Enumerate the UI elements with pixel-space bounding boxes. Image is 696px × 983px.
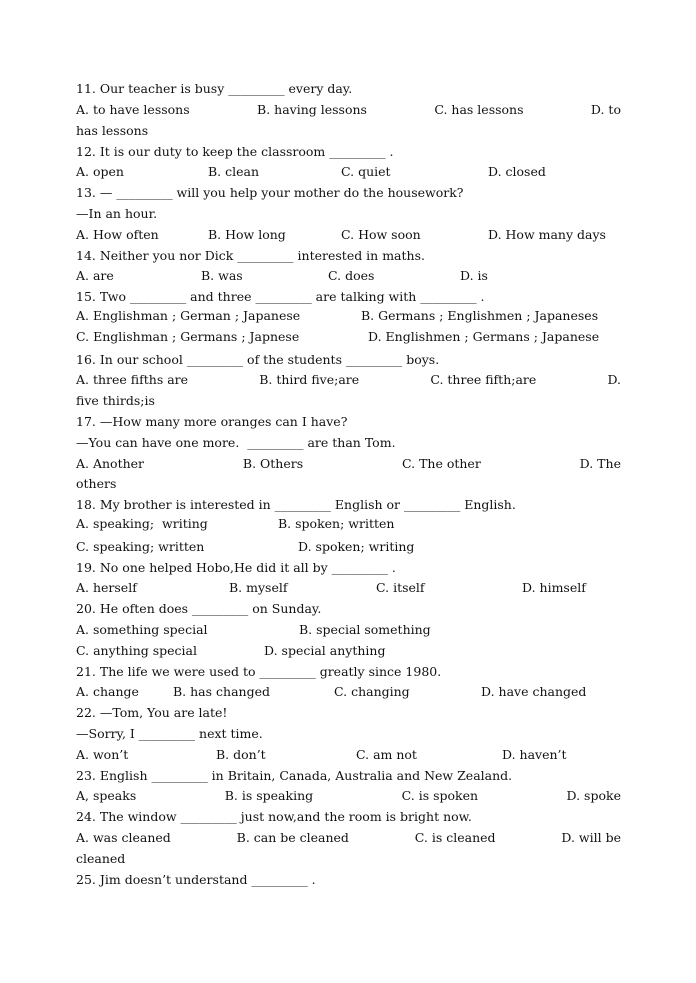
option-d: D. How many days bbox=[488, 227, 606, 242]
option-a: A, speaks bbox=[76, 788, 137, 803]
question-13-answer: —In an hour. bbox=[76, 206, 158, 221]
option-c: C. How soon bbox=[341, 227, 421, 242]
question-14-options bbox=[76, 266, 621, 286]
option-b: B. third five;are bbox=[259, 372, 360, 387]
option-b: B. don’t bbox=[216, 747, 266, 762]
option-c: C. three fifth;are bbox=[430, 372, 537, 387]
question-23-options bbox=[76, 786, 621, 806]
question-11-stem: 11. Our teacher is busy _________ every day. bbox=[76, 81, 353, 96]
question-12-stem: 12. It is our duty to keep the classroom _________ . bbox=[76, 144, 394, 159]
option-a: A. open bbox=[76, 164, 124, 179]
option-d: D. The bbox=[579, 456, 621, 471]
option-c: C. is cleaned bbox=[414, 830, 496, 845]
question-11-option-d-continued: has lessons bbox=[76, 123, 149, 138]
option-c: C. anything special bbox=[76, 643, 197, 658]
question-12-options bbox=[76, 162, 621, 182]
option-d: D. is bbox=[460, 268, 488, 283]
question-17-stem: 17. —How many more oranges can I have? bbox=[76, 414, 348, 429]
option-a: A. to have lessons bbox=[76, 102, 190, 117]
question-17-option-d-continued: others bbox=[76, 476, 117, 491]
option-c: C. has lessons bbox=[434, 102, 524, 117]
question-19-options bbox=[76, 578, 621, 598]
option-d: D. Englishmen ; Germans ; Japanese bbox=[368, 329, 600, 344]
option-c: C. am not bbox=[356, 747, 417, 762]
option-b: B. Others bbox=[242, 456, 304, 471]
option-d: D. bbox=[607, 372, 621, 387]
option-a: A. Another bbox=[76, 456, 145, 471]
option-d: D. haven’t bbox=[502, 747, 567, 762]
option-a: A. won’t bbox=[76, 747, 129, 762]
question-16-option-d-continued: five thirds;is bbox=[76, 393, 155, 408]
question-24-option-d-continued: cleaned bbox=[76, 851, 126, 866]
question-14-stem: 14. Neither you nor Dick _________ interested in maths. bbox=[76, 248, 425, 263]
question-15-stem: 15. Two _________ and three _________ are talking with _________ . bbox=[76, 289, 485, 304]
option-a: A. change bbox=[76, 684, 139, 699]
question-20-options-ab bbox=[76, 620, 621, 640]
option-b: B. is speaking bbox=[224, 788, 314, 803]
option-a: A. three fifths are bbox=[76, 372, 189, 387]
option-a: A. speaking; writing bbox=[76, 516, 208, 531]
option-d: D. himself bbox=[522, 580, 586, 595]
option-c: C. speaking; written bbox=[76, 539, 205, 554]
option-c: C. is spoken bbox=[401, 788, 479, 803]
option-d: D. spoke bbox=[566, 788, 621, 803]
option-c: C. does bbox=[328, 268, 375, 283]
option-c: C. quiet bbox=[341, 164, 391, 179]
option-d: D. have changed bbox=[481, 684, 587, 699]
question-18-options-cd bbox=[76, 537, 621, 557]
question-16-stem: 16. In our school _________ of the students _________ boys. bbox=[76, 352, 440, 367]
option-c: C. changing bbox=[334, 684, 410, 699]
option-d: D. spoken; writing bbox=[298, 539, 415, 554]
question-16-options bbox=[76, 370, 621, 390]
option-b: B. can be cleaned bbox=[236, 830, 349, 845]
option-a: A. Englishman ; German ; Japanese bbox=[76, 308, 301, 323]
option-b: B. special something bbox=[299, 622, 431, 637]
option-b: B. was bbox=[201, 268, 243, 283]
question-22-answer: —Sorry, I _________ next time. bbox=[76, 726, 263, 741]
question-21-options bbox=[76, 682, 621, 702]
question-17-answer: —You can have one more. _________ are than Tom. bbox=[76, 435, 396, 450]
question-18-stem: 18. My brother is interested in _________ English or _________ English. bbox=[76, 497, 516, 512]
option-d: D. will be bbox=[561, 830, 621, 845]
option-b: B. myself bbox=[229, 580, 288, 595]
question-17-options bbox=[76, 454, 621, 474]
question-24-stem: 24. The window _________ just now,and the room is bright now. bbox=[76, 809, 472, 824]
option-c: C. Englishman ; Germans ; Japnese bbox=[76, 329, 300, 344]
question-11-options bbox=[76, 100, 621, 120]
option-d: D. to bbox=[590, 102, 621, 117]
option-a: A. something special bbox=[76, 622, 208, 637]
option-d: D. closed bbox=[488, 164, 546, 179]
option-b: B. How long bbox=[208, 227, 286, 242]
question-22-options bbox=[76, 745, 621, 765]
question-13-stem: 13. — _________ will you help your mother do the housework? bbox=[76, 185, 464, 200]
question-18-options-ab bbox=[76, 514, 621, 534]
question-15-options-cd bbox=[76, 327, 621, 347]
question-13-options bbox=[76, 225, 621, 245]
question-20-options-cd bbox=[76, 641, 621, 661]
option-d: D. special anything bbox=[264, 643, 386, 658]
question-25-stem: 25. Jim doesn’t understand _________ . bbox=[76, 872, 316, 887]
question-22-stem: 22. —Tom, You are late! bbox=[76, 705, 228, 720]
option-b: B. spoken; written bbox=[278, 516, 395, 531]
option-b: B. Germans ; Englishmen ; Japaneses bbox=[361, 308, 599, 323]
option-b: B. clean bbox=[208, 164, 260, 179]
question-19-stem: 19. No one helped Hobo,He did it all by _________ . bbox=[76, 560, 396, 575]
option-c: C. The other bbox=[402, 456, 481, 471]
option-a: A. was cleaned bbox=[76, 830, 171, 845]
option-a: A. How often bbox=[76, 227, 159, 242]
question-24-options bbox=[76, 828, 621, 848]
option-c: C. itself bbox=[376, 580, 425, 595]
option-b: B. having lessons bbox=[257, 102, 367, 117]
option-a: A. are bbox=[76, 268, 114, 283]
question-20-stem: 20. He often does _________ on Sunday. bbox=[76, 601, 322, 616]
option-a: A. herself bbox=[76, 580, 137, 595]
question-21-stem: 21. The life we were used to _________ greatly since 1980. bbox=[76, 664, 442, 679]
question-23-stem: 23. English _________ in Britain, Canada, Australia and New Zealand. bbox=[76, 768, 513, 783]
option-b: B. has changed bbox=[173, 684, 270, 699]
question-15-options-ab bbox=[76, 306, 621, 326]
